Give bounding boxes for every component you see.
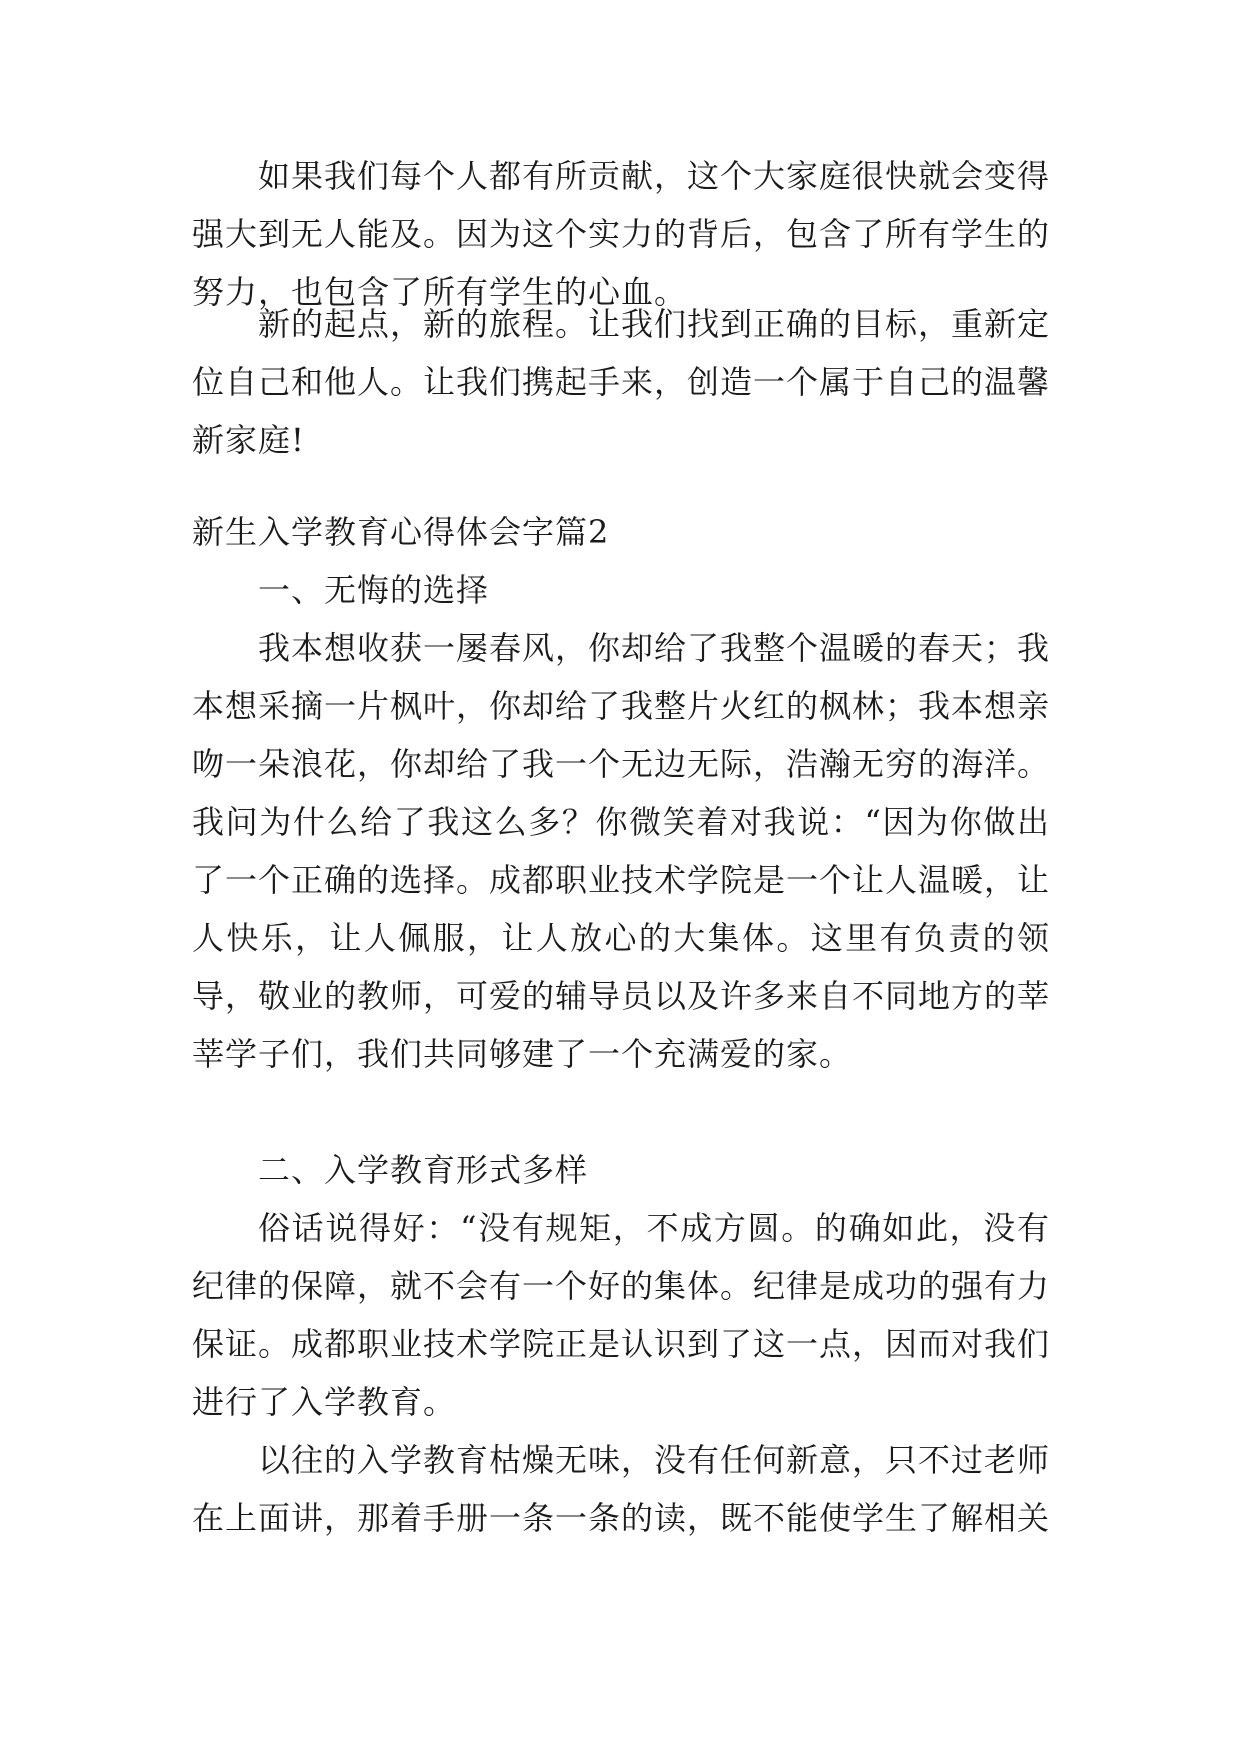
section-title: 新生入学教育心得体会字篇2 <box>192 513 610 551</box>
subheading-no-regret-choice: 一、无悔的选择 <box>258 571 490 609</box>
paragraph-discipline: 俗话说得好：“没有规矩，不成方圆。的确如此，没有纪律的保障，就不会有一个好的集体。纪律是成功的强有力保证。成都职业技术学院正是认识到了这一点，因而对我们进行了入学教育。 <box>192 1209 1051 1421</box>
subheading-education-forms: 二、入学教育形式多样 <box>258 1151 589 1189</box>
paragraph-new-start: 新的起点，新的旅程。让我们找到正确的目标，重新定位自己和他人。让我们携起手来，创造一个属于自己的温馨新家庭! <box>192 305 1051 459</box>
paragraph-contribution: 如果我们每个人都有所贡献，这个大家庭很快就会变得强大到无人能及。因为这个实力的背后，包含了所有学生的努力，也包含了所有学生的心血。 <box>192 157 1051 311</box>
paragraph-past-education: 以往的入学教育枯燥无味，没有任何新意，只不过老师在上面讲，那着手册一条一条的读，既不能使学生了解相关 <box>192 1441 1051 1537</box>
paragraph-right-choice: 我本想收获一屡春风，你却给了我整个温暖的春天；我本想采摘一片枫叶，你却给了我整片火红的枫林；我本想亲吻一朵浪花，你却给了我一个无边无际，浩瀚无穷的海洋。我问为什么给了我这么多？你微笑着对我说：“因为你做出了一个正确的选择。成都职业技术学院是一个让人温暖，让人快乐，让人佩服，让人放心的大集体。这里有负责的领导，敬业的教师，可爱的辅导员以及许多来自不同地方的莘莘学子们，我们共同够建了一个充满爱的家。 <box>192 629 1051 1073</box>
